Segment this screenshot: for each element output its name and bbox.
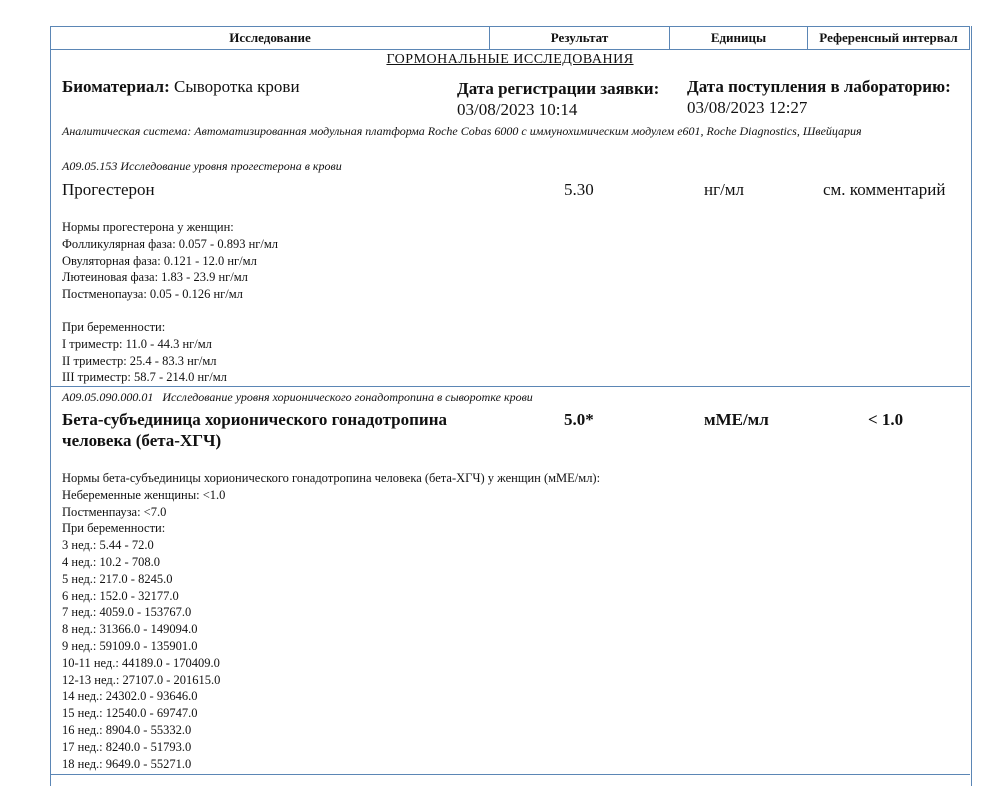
- hcg-code-text: Исследование уровня хорионического гонадотропина в сыворотке крови: [162, 390, 533, 404]
- norm-line: 7 нед.: 4059.0 - 153767.0: [62, 605, 192, 620]
- hcg-units: мМЕ/мл: [704, 410, 769, 429]
- norm-line: Овуляторная фаза: 0.121 - 12.0 нг/мл: [62, 253, 257, 268]
- progesterone-pregnancy-norms: [62, 319, 227, 386]
- analytic-system: Аналитическая система: Автоматизированная модульная платформа Roche Cobas 6000 с иммунохимическим модулем e601, Roche Diagnostics, Швейцария: [62, 124, 862, 138]
- lab-arrival-date: 03/08/2023 12:27: [687, 98, 808, 117]
- biomaterial: [62, 77, 300, 97]
- norm-line: При беременности:: [62, 521, 166, 536]
- norm-line: Лютеиновая фаза: 1.83 - 23.9 нг/мл: [62, 270, 248, 285]
- norm-line: Нормы прогестерона у женщин:: [62, 220, 234, 234]
- progesterone-norms: [62, 219, 278, 303]
- norm-line: 14 нед.: 24302.0 - 93646.0: [62, 689, 198, 704]
- norm-line: 16 нед.: 8904.0 - 55332.0: [62, 722, 192, 737]
- norm-line: Постменпауза: <7.0: [62, 504, 167, 519]
- section-title: ГОРМОНАЛЬНЫЕ ИССЛЕДОВАНИЯ: [386, 52, 634, 67]
- progesterone-code: A09.05.153 Исследование уровня прогестерона в крови: [62, 159, 342, 173]
- norm-line: 3 нед.: 5.44 - 72.0: [62, 538, 154, 553]
- hcg-result: 5.0*: [564, 410, 594, 429]
- progesterone-units: нг/мл: [704, 180, 745, 199]
- header-study: Исследование: [50, 26, 490, 50]
- norm-line: При беременности:: [62, 320, 166, 334]
- norm-line: 6 нед.: 152.0 - 32177.0: [62, 588, 179, 603]
- norm-line: Постменопауза: 0.05 - 0.126 нг/мл: [62, 287, 243, 302]
- header-units: Единицы: [670, 26, 808, 50]
- norm-line: 12-13 нед.: 27107.0 - 201615.0: [62, 672, 221, 687]
- registration-label: Дата регистрации заявки:: [457, 79, 660, 98]
- hcg-name-line2: человека (бета-ХГЧ): [62, 431, 222, 450]
- header-result: Результат: [490, 26, 670, 50]
- progesterone-result: 5.30: [564, 180, 594, 199]
- bottom-divider: [50, 774, 970, 775]
- norm-line: II триместр: 25.4 - 83.3 нг/мл: [62, 353, 217, 368]
- lab-arrival-label: Дата поступления в лабораторию:: [687, 77, 951, 96]
- table-header: [50, 26, 970, 50]
- norm-line: 15 нед.: 12540.0 - 69747.0: [62, 706, 198, 721]
- hcg-norms: [62, 470, 600, 772]
- hcg-reference: < 1.0: [868, 410, 904, 429]
- norm-line: I триместр: 11.0 - 44.3 нг/мл: [62, 336, 212, 351]
- registration-date: 03/08/2023 10:14: [457, 100, 578, 119]
- norm-line: Небеременные женщины: <1.0: [62, 487, 226, 502]
- biomaterial-label: Биоматериал:: [62, 77, 170, 96]
- norm-line: Нормы бета-субъединицы хорионического гонадотропина человека (бета-ХГЧ) у женщин (мМЕ/мл):: [62, 471, 601, 485]
- hcg-code-number: A09.05.090.000.01: [62, 390, 154, 404]
- norm-line: Фолликулярная фаза: 0.057 - 0.893 нг/мл: [62, 236, 279, 251]
- norm-line: 18 нед.: 9649.0 - 55271.0: [62, 756, 192, 771]
- progesterone-name: Прогестерон: [62, 180, 155, 199]
- progesterone-reference: см. комментарий: [823, 180, 946, 199]
- norm-line: III триместр: 58.7 - 214.0 нг/мл: [62, 370, 227, 385]
- hcg-name-line1: Бета-субъединица хорионического гонадотропина: [62, 410, 447, 429]
- norm-line: 9 нед.: 59109.0 - 135901.0: [62, 638, 198, 653]
- norm-line: 8 нед.: 31366.0 - 149094.0: [62, 622, 198, 637]
- norm-line: 5 нед.: 217.0 - 8245.0: [62, 571, 173, 586]
- header-reference: Референсный интервал: [808, 26, 970, 50]
- norm-line: 4 нед.: 10.2 - 708.0: [62, 554, 160, 569]
- row-divider: [50, 386, 970, 387]
- norm-line: 10-11 нед.: 44189.0 - 170409.0: [62, 655, 220, 670]
- hcg-code: [62, 390, 533, 405]
- norm-line: 17 нед.: 8240.0 - 51793.0: [62, 739, 192, 754]
- biomaterial-value: Сыворотка крови: [173, 77, 300, 96]
